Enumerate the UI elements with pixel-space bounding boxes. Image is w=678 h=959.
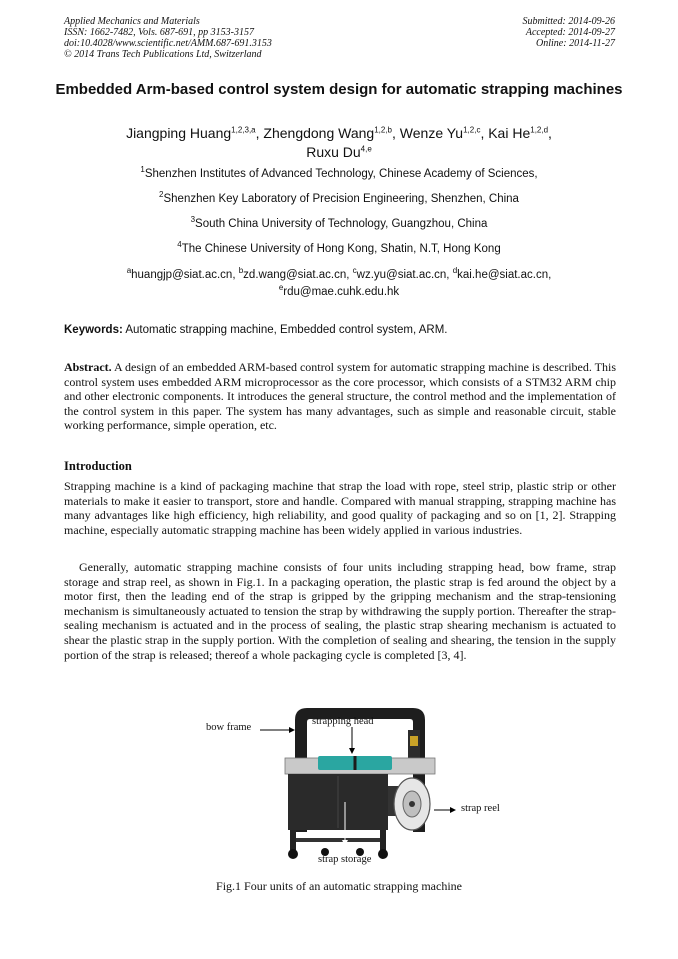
paragraph: Generally, automatic strapping machine consists of four units including strapping head, bow frame, strap storage and strap reel, as shown in Fig.1. In a packaging operation, the plastic strap is fed around the object by a motor first, then the leading end of the strap is gripped by the gripping mechanism and the strap-tensioning mechanism is simultaneously actuated to tension the strap by withdrawing the supply portion. Thereafter the strap-sealing mechanism is actuated and in the process of sealing, the plastic strap shearing mechanism is actuated to shear the plastic strap in the supply portion. With the completion of sealing and shearing, the tension in the supply portion of the strap is released; thereof a whole packaging cycle is completed [3, 4]. xyxy=(64,560,616,662)
author: Zhengdong Wang xyxy=(263,125,375,141)
paper-title: Embedded Arm-based control system design for automatic strapping machines xyxy=(55,81,623,98)
affiliation xyxy=(40,167,638,181)
author: Kai He xyxy=(488,125,531,141)
email-link[interactable]: zd.wang@siat.ac.cn, xyxy=(243,269,353,281)
paragraph: Strapping machine is a kind of packaging machine that strap the load with rope, steel strip, plastic strip or other materials to make it easier to transport, store and handle. Compared with manual strapping, strapping machine has many advantages like high efficiency, high reliability, and good quality of packaging and so on [1, 2]. Strapping machine, especially automatic strapping machine has been widely applied in various industries. xyxy=(64,479,616,537)
affiliation-text: Shenzhen Institutes of Advanced Technology, Chinese Academy of Sciences, xyxy=(144,168,538,180)
email-sup: b xyxy=(238,266,244,276)
abstract xyxy=(64,360,616,433)
affiliation-text: The Chinese University of Hong Kong, Shatin, N.T, Hong Kong xyxy=(181,243,501,255)
affiliation xyxy=(40,192,638,206)
email-sup: e xyxy=(278,283,284,293)
leg xyxy=(290,830,296,850)
author-sup: 1,2,d xyxy=(530,125,549,135)
reel-axle xyxy=(409,801,415,807)
submitted-date: Submitted: 2014-09-26 xyxy=(522,16,615,27)
affiliation-sup: 3 xyxy=(190,215,196,225)
author: Ruxu Du xyxy=(306,144,361,160)
label-strap-storage: strap storage xyxy=(318,854,372,865)
abstract-label: Abstract. xyxy=(64,360,112,374)
keywords-text: Automatic strapping machine, Embedded control system, ARM. xyxy=(122,324,448,336)
author-sup: 1,2,b xyxy=(374,125,392,135)
wheel xyxy=(288,849,298,859)
accepted-date: Accepted: 2014-09-27 xyxy=(525,27,615,38)
leg xyxy=(380,830,386,850)
wheel xyxy=(378,849,388,859)
email-sup: c xyxy=(352,266,357,276)
affiliation xyxy=(40,242,638,256)
affiliation-sup: 2 xyxy=(159,190,164,200)
control-button xyxy=(410,736,418,746)
email-link[interactable]: kai.he@siat.ac.cn, xyxy=(457,269,552,281)
author-sup: 1,2,c xyxy=(463,125,481,135)
keywords-label: Keywords: xyxy=(64,324,123,336)
affiliation-sup: 4 xyxy=(177,240,182,250)
figure-caption: Fig.1 Four units of an automatic strapping machine xyxy=(216,879,462,893)
affiliation-sup: 1 xyxy=(140,165,145,175)
arrow-head xyxy=(349,748,355,754)
author-list: Jiangping Huang$^{1,2,3,a}$, Zhengdong Wang$^{1,2,b}$, Wenze Yu$^{1,2,c}$, Kai He$^{1,2,d}$, Ruxu Du$^{4,e}$ xyxy=(126,125,552,160)
author-sup: 4,e xyxy=(360,144,372,154)
email-link[interactable]: huangjp@siat.ac.cn, xyxy=(131,269,239,281)
affiliation-text: South China University of Technology, Guangzhou, China xyxy=(195,218,488,230)
issn: ISSN: 1662-7482, Vols. 687-691, pp 3153-3157 xyxy=(64,27,254,38)
arrow-head xyxy=(342,840,348,846)
author-sup: 1,2,3,a xyxy=(231,125,256,135)
keywords xyxy=(64,323,616,337)
affiliation xyxy=(40,217,638,231)
abstract-text: A design of an embedded ARM-based control system for automatic strapping machine is described. This control system uses embedded ARM microprocessor as the core processor, which consists of a STM32 ARM chip and other electronic components. It introduces the general structure, the control method and the implementation of the control system in this paper. The system has many advantages, such as simple and reasonable circuit, stable working performance, simple operation, etc. xyxy=(64,360,616,433)
figure-1 xyxy=(200,700,510,872)
leg-brace xyxy=(296,838,380,842)
label-bow-frame: bow frame xyxy=(206,722,252,733)
label-strap-reel: strap reel xyxy=(461,803,500,814)
section-heading: Introduction xyxy=(64,459,132,473)
label-strapping-head: strapping head xyxy=(312,716,374,727)
journal-name: Applied Mechanics and Materials xyxy=(64,16,200,27)
email-sup: d xyxy=(452,266,458,276)
email-sup: a xyxy=(126,266,132,276)
email-link[interactable]: wz.yu@siat.ac.cn, xyxy=(356,269,453,281)
email-link[interactable]: rdu@mae.cuhk.edu.hk xyxy=(283,286,400,298)
arrow-head xyxy=(450,807,456,813)
email-list xyxy=(40,267,638,301)
affiliation-text: Shenzhen Key Laboratory of Precision Engineering, Shenzhen, China xyxy=(163,193,519,205)
author: Wenze Yu xyxy=(399,125,464,141)
copyright: © 2014 Trans Tech Publications Ltd, Switzerland xyxy=(64,49,262,60)
dates-header xyxy=(523,16,616,49)
journal-header xyxy=(64,16,272,60)
arrow-head xyxy=(289,727,295,733)
author: Jiangping Huang xyxy=(126,125,232,141)
doi: doi:10.4028/www.scientific.net/AMM.687-691.3153 xyxy=(64,38,272,49)
online-date: Online: 2014-11-27 xyxy=(536,38,615,49)
